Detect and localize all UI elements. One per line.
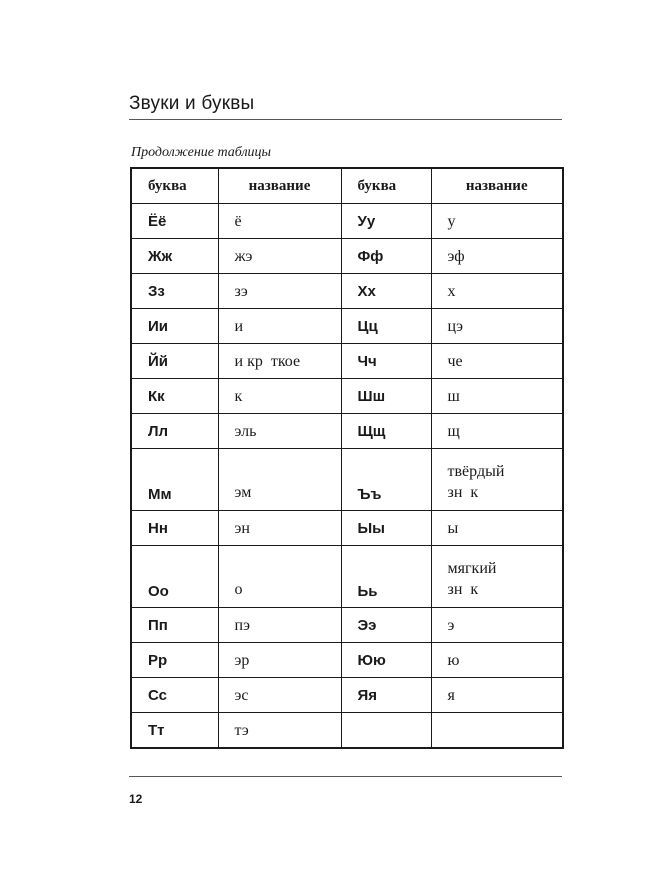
letter-cell: Шш: [341, 379, 431, 414]
alphabet-table: [130, 167, 564, 749]
letter-cell: Нн: [131, 511, 218, 546]
name-cell: ш: [431, 379, 563, 414]
name-cell: у: [431, 204, 563, 239]
name-cell: ы: [431, 511, 563, 546]
name-cell: тэ: [218, 713, 341, 749]
letter-cell: Ээ: [341, 608, 431, 643]
header-letter-2: буква: [341, 168, 431, 204]
table-row: [131, 344, 563, 379]
name-cell: я: [431, 678, 563, 713]
letter-cell: Щщ: [341, 414, 431, 449]
table-caption: Продолжение таблицы: [131, 145, 272, 160]
name-line: твёрдый: [447, 463, 505, 480]
name-cell: к: [218, 379, 341, 414]
table-row: [131, 379, 563, 414]
name-cell: х: [431, 274, 563, 309]
letter-cell: Ыы: [341, 511, 431, 546]
name-line: зн к: [447, 484, 479, 501]
letter-cell: Цц: [341, 309, 431, 344]
table-row: [131, 274, 563, 309]
letter-cell: [341, 713, 431, 749]
letter-cell: Ьь: [341, 546, 431, 608]
name-cell: жэ: [218, 239, 341, 274]
name-cell: ё: [218, 204, 341, 239]
table-row: [131, 643, 563, 678]
name-cell: э: [431, 608, 563, 643]
letter-cell: Хх: [341, 274, 431, 309]
letter-cell: Ии: [131, 309, 218, 344]
name-cell: [431, 449, 563, 511]
table-row: [131, 713, 563, 749]
letter-cell: Сс: [131, 678, 218, 713]
letter-cell: Уу: [341, 204, 431, 239]
section-title: Звуки и буквы: [129, 93, 255, 114]
table-row: [131, 449, 563, 511]
name-cell: ю: [431, 643, 563, 678]
table-row: [131, 309, 563, 344]
letter-cell: Мм: [131, 449, 218, 511]
table-row: [131, 414, 563, 449]
name-cell: [431, 713, 563, 749]
name-cell: эс: [218, 678, 341, 713]
letter-cell: Юю: [341, 643, 431, 678]
table-row: [131, 511, 563, 546]
letter-cell: Лл: [131, 414, 218, 449]
name-cell: эн: [218, 511, 341, 546]
name-line: зн к: [447, 581, 479, 598]
letter-cell: Пп: [131, 608, 218, 643]
name-cell: о: [218, 546, 341, 608]
header-letter-1: буква: [131, 168, 218, 204]
name-line: мягкий: [447, 560, 497, 577]
name-cell: пэ: [218, 608, 341, 643]
letter-cell: Рр: [131, 643, 218, 678]
letter-cell: Жж: [131, 239, 218, 274]
letter-cell: Тт: [131, 713, 218, 749]
table-row: [131, 204, 563, 239]
name-cell: эф: [431, 239, 563, 274]
header-divider: [129, 119, 562, 120]
letter-cell: Оо: [131, 546, 218, 608]
table-row: [131, 239, 563, 274]
letter-cell: Ъъ: [341, 449, 431, 511]
letter-cell: Чч: [341, 344, 431, 379]
letter-cell: Кк: [131, 379, 218, 414]
header-name-2: название: [431, 168, 563, 204]
name-cell: и: [218, 309, 341, 344]
table-header-row: [131, 168, 563, 204]
letter-cell: Яя: [341, 678, 431, 713]
footer-divider: [129, 776, 562, 777]
table-row: [131, 678, 563, 713]
letter-cell: Йй: [131, 344, 218, 379]
name-cell: эр: [218, 643, 341, 678]
name-cell: зэ: [218, 274, 341, 309]
table-row: [131, 546, 563, 608]
letter-cell: Зз: [131, 274, 218, 309]
header-name-1: название: [218, 168, 341, 204]
name-cell: [431, 546, 563, 608]
name-cell: и кр ткое: [218, 344, 341, 379]
name-cell: че: [431, 344, 563, 379]
table-row: [131, 608, 563, 643]
letter-cell: Фф: [341, 239, 431, 274]
name-cell: эль: [218, 414, 341, 449]
name-cell: щ: [431, 414, 563, 449]
name-cell: эм: [218, 449, 341, 511]
page-number: 12: [129, 792, 143, 806]
letter-cell: Ёё: [131, 204, 218, 239]
name-cell: цэ: [431, 309, 563, 344]
